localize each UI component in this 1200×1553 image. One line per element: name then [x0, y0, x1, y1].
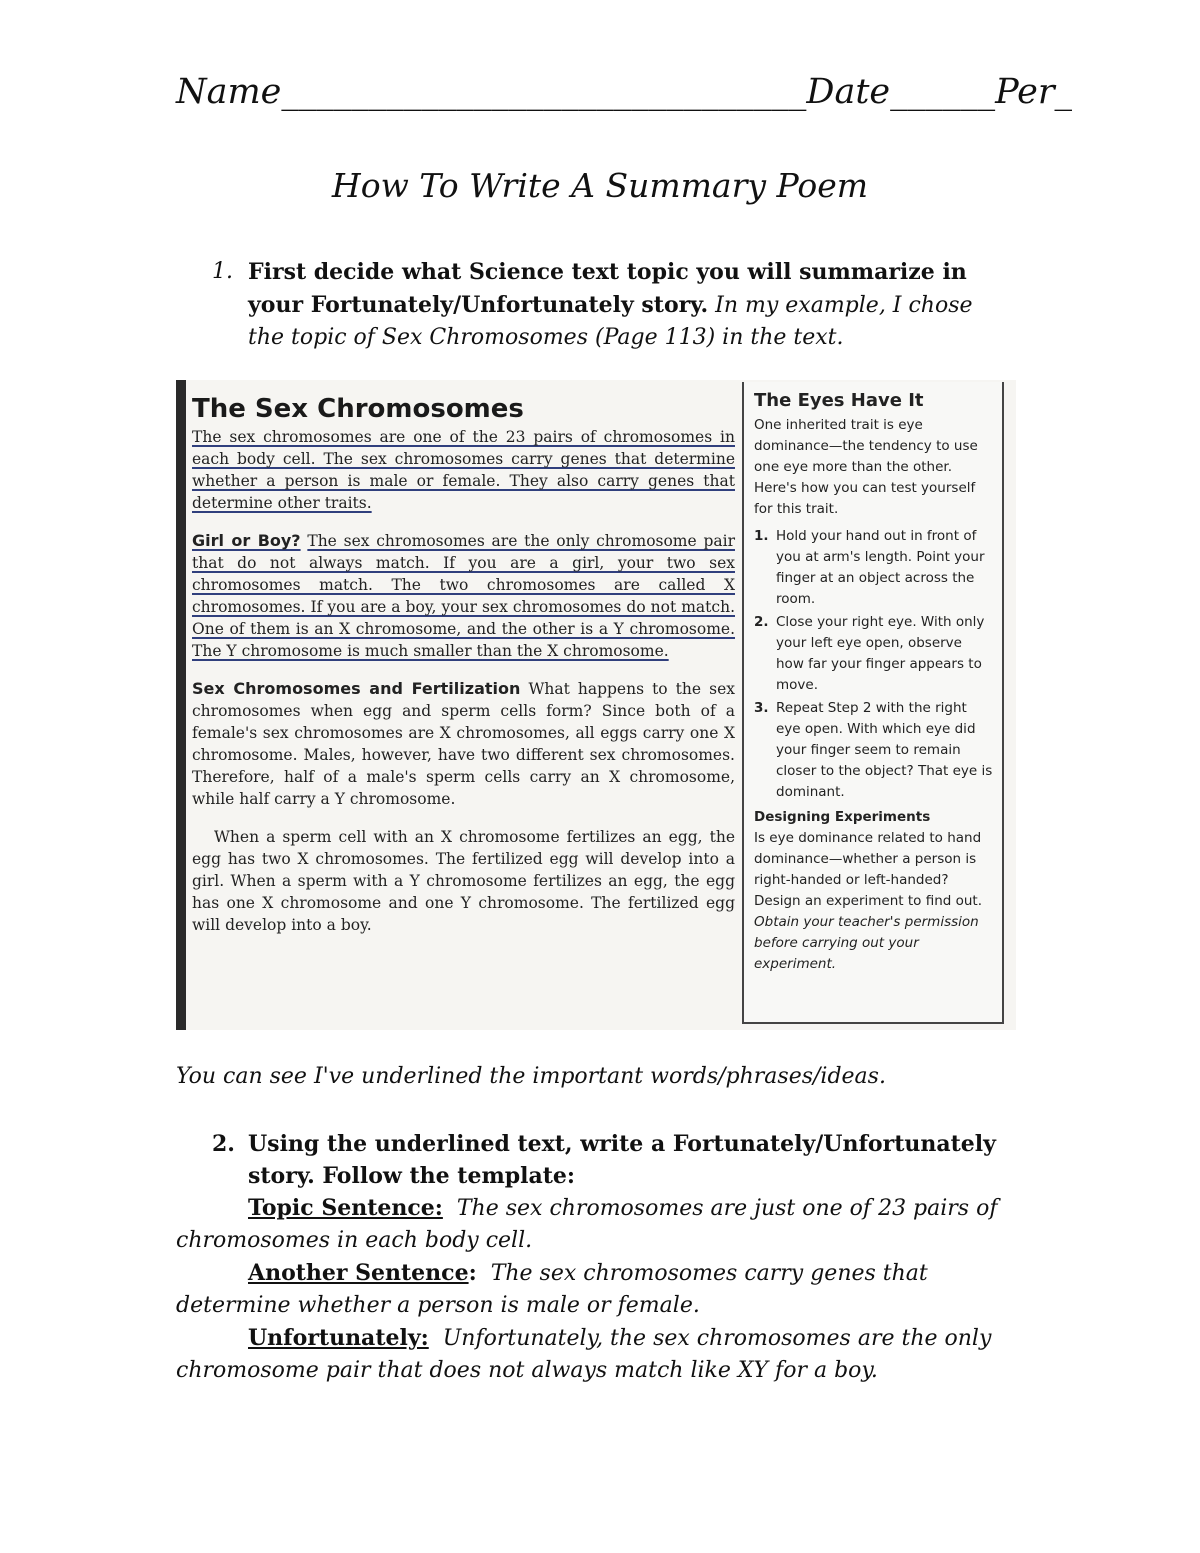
template-unfortunately: [176, 1322, 1016, 1387]
excerpt-main-column: [190, 390, 735, 952]
step-2: [176, 1128, 1016, 1387]
header-fields: [176, 72, 1073, 112]
sidebar-step: 1. Hold your hand out in front of you at arm's length. Point your finger at an object across the room.: [754, 528, 985, 607]
topic-sentence-text: The sex chromosomes are just one of 23 pairs of chromosomes in each body cell.: [176, 1196, 998, 1253]
excerpt-paragraph-3: [192, 678, 735, 810]
step-1: [212, 256, 1012, 354]
unfortunately-text: Unfortunately, the sex chromosomes are the only chromosome pair that does not always match like XY for a boy.: [176, 1326, 992, 1383]
step-2-heading: [176, 1128, 1016, 1192]
sidebar-step: 2. Close your right eye. With only your left eye open, observe how far your finger appears to move.: [754, 614, 985, 693]
step-1-instruction: First decide what Science text topic you will summarize in your Fortunately/Unfortunately story.: [248, 259, 967, 318]
sidebar-subheading: Designing Experiments: [754, 809, 931, 825]
excerpt-paragraph-2-text: The sex chromosomes are the only chromosome pair that do not always match. If you are a girl, your two sex chromosomes match. The two chromosomes are called X chromosomes. If you are a boy, your sex chromosomes do not match. One of them is an X chromosome, and the other is a Y chromosome. The Y chromosome is much smaller than the X chromosome.: [192, 532, 735, 660]
topic-sentence-label: Topic Sentence:: [248, 1195, 443, 1221]
excerpt-paragraph-2: [192, 530, 735, 662]
sidebar-sub-text: Is eye dominance related to hand dominance—whether a person is right-handed or left-handed? Design an experiment to find out.: [754, 830, 983, 909]
per-blank[interactable]: _: [1054, 72, 1073, 112]
unfortunately-label: Unfortunately:: [248, 1325, 429, 1351]
excerpt-heading: The Sex Chromosomes: [192, 394, 524, 424]
excerpt-paragraph-4: When a sperm cell with an X chromosome fertilizes an egg, the egg has two X chromosomes. The fertilized egg will develop into a girl. When a sperm with a Y chromosome fertilizes an egg, the egg has one X chromosome and one Y chromosome. The fertilized egg will develop into a boy.: [192, 828, 735, 934]
per-label: Per: [995, 72, 1055, 112]
template-another-sentence: Another Sentence: The sex chromosomes carry genes that determine whether a person is male or female.: [176, 1260, 928, 1318]
eyes-have-it-sidebar: [742, 382, 1004, 1024]
another-sentence-label: Another Sentence: [248, 1260, 469, 1286]
excerpt-paragraph-3-text: What happens to the sex chromosomes when egg and sperm cells form? Since both of a female's sex chromosomes are X chromosomes, all eggs carry one X chromosome. Males, however, have two different sex chromosomes. Therefore, half of a male's sperm cells carry an X chromosome, while half carry a Y chromosome.: [192, 680, 735, 808]
textbook-excerpt-image: [176, 380, 1016, 1030]
step-2-number: 2.: [212, 1131, 235, 1157]
sidebar-step: 3. Repeat Step 2 with the right eye open. With which eye did your finger seem to remain closer to the object? That eye is dominant.: [754, 700, 993, 800]
excerpt-subheading-girl-or-boy: Girl or Boy?: [192, 531, 301, 550]
date-blank[interactable]: ______: [890, 72, 996, 112]
excerpt-subheading-fertilization: Sex Chromosomes and Fertilization: [192, 679, 521, 698]
page-title: How To Write A Summary Poem: [331, 166, 869, 205]
sidebar-steps: [754, 526, 994, 803]
step-1-example: In my example, I chose the topic of Sex Chromosomes (Page 113) in the text.: [248, 293, 973, 350]
scan-edge: [176, 380, 186, 1030]
date-label: Date: [806, 72, 891, 112]
step-1-number: 1.: [212, 259, 233, 284]
sidebar-intro: One inherited trait is eye dominance—the tendency to use one eye more than the other. Here's how you can test yourself for this trait.: [754, 417, 978, 517]
excerpt-paragraph-1: The sex chromosomes are one of the 23 pairs of chromosomes in each body cell. The sex chromosomes carry genes that determine whether a person is male or female. They also carry genes that determine other traits.: [192, 428, 735, 512]
step-2-instruction: Using the underlined text, write a Fortunately/Unfortunately story. Follow the template:: [248, 1131, 996, 1189]
another-sentence-text: The sex chromosomes carry genes that determine whether a person is male or female.: [176, 1261, 928, 1318]
sidebar-title: The Eyes Have It: [754, 390, 924, 411]
underline-note: You can see I've underlined the important words/phrases/ideas.: [176, 1064, 886, 1089]
sidebar-sub-italic: Obtain your teacher's permission before carrying out your experiment.: [754, 914, 979, 972]
name-blank[interactable]: ______________________________: [281, 72, 807, 112]
name-label: Name: [176, 72, 282, 112]
template-topic-sentence: [176, 1192, 1016, 1257]
